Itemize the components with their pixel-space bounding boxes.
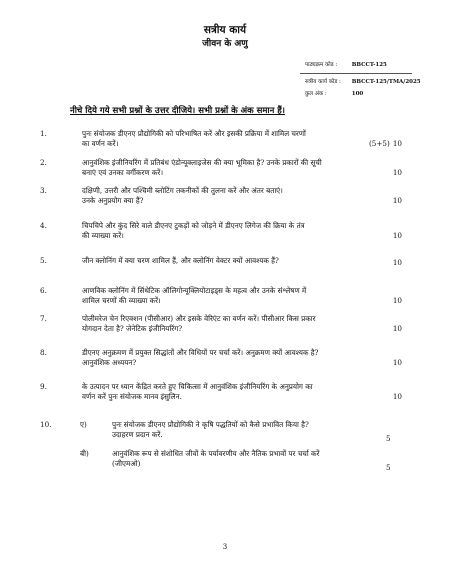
question-number: 10.	[40, 420, 52, 429]
question-marks: 10	[392, 196, 402, 205]
question-line: उनके अनुप्रयोग क्या हैं?	[82, 196, 144, 205]
question-line: चिपचिपे और कुंद सिरे वाले डीएनए टुकड़ों को जोड़ने में डीएनए लिगेज की क्रिया के तंत्र	[82, 221, 305, 230]
question-line: योगदान देता है? जेनेटिक इंजीनियरिंग?	[82, 324, 183, 333]
part-line: उदाहरण प्रदान करें.	[112, 430, 163, 439]
part-line: पुनः संयोजक डीएनए प्रौद्योगिकी ने कृषि पद्धतियों को कैसे प्रभावित किया है?	[112, 420, 309, 429]
page-number: 3	[222, 543, 228, 551]
assignment-code-value: BBCCT-125/TMA/2025	[351, 79, 421, 85]
question-text	[82, 348, 382, 368]
part-label: ए)	[80, 420, 87, 429]
part-label: बी)	[80, 449, 89, 458]
question-number: 2.	[40, 158, 47, 167]
question-marks: 10	[392, 296, 402, 305]
question-number: 5.	[40, 256, 47, 265]
total-marks-value: 100	[351, 91, 364, 97]
question-marks: 10	[392, 258, 402, 267]
part-marks: 5	[386, 434, 391, 443]
question-line: के उत्पादन पर ध्यान केंद्रित करते हुए चिकित्सा में आनुवंशिक इंजीनियरिंग के अनुप्रयोग का	[82, 382, 313, 391]
course-code-row	[305, 61, 387, 69]
question-text	[82, 314, 382, 334]
question-line: आणविक क्लोनिंग में सिंथेटिक ऑलिगोन्यूक्लियोटाइड्स के महत्व और उनके संश्लेषण में	[82, 286, 307, 295]
question-text	[82, 129, 382, 149]
part-marks: 5	[386, 463, 391, 472]
question-line: डीएनए अनुक्रमण में प्रयुक्त सिद्धांतों और विधियों पर चर्चा करें। अनुक्रमण क्यों आवश्यक है?	[82, 348, 319, 357]
question-text	[82, 256, 382, 266]
question-marks: 10	[392, 231, 402, 240]
question-number: 8.	[40, 348, 47, 357]
question-marks: 10	[392, 168, 402, 177]
part-text	[112, 420, 372, 440]
question-number: 9.	[40, 382, 47, 391]
assignment-code-row	[305, 78, 421, 86]
question-text	[82, 186, 382, 206]
question-line: पोलीमरेज चेन रिएक्शन (पीसीआर) और इसके वेरिएंट का वर्णन करें। पीसीआर किस प्रकार	[82, 314, 316, 323]
question-line: पुनः संयोजक डीएनए प्रौद्योगिकी को परिभाषित करें और इसकी प्रक्रिया में शामिल चरणों	[82, 129, 306, 138]
question-line: बनाएं एवं उनका वर्गीकरण करें।	[82, 168, 164, 177]
assignment-code-label: सत्रीय कार्य कोड :	[305, 79, 341, 85]
question-text	[82, 221, 382, 241]
question-line: जीन क्लोनिंग में क्या चरण शामिल हैं, और क्लोनिंग वेक्टर क्यों आवश्यक हैं?	[82, 256, 279, 265]
question-text	[82, 286, 382, 306]
course-code-label: पाठ्यक्रम कोड :	[305, 62, 338, 68]
question-line: आनुवंशिक अध्ययन?	[82, 358, 137, 367]
page-title: सत्रीय कार्य	[203, 24, 247, 36]
question-line: का वर्णन करें।	[82, 139, 119, 148]
question-number: 7.	[40, 314, 47, 323]
question-marks: 10	[392, 324, 402, 333]
instruction-heading: नीचे दिये गये सभी प्रश्नों के उत्तर दीजिये। सभी प्रश्नों के अंक समान हैं।	[70, 106, 286, 116]
question-line: की व्याख्या करें।	[82, 231, 124, 240]
question-number: 1.	[40, 129, 47, 138]
question-text	[82, 158, 382, 178]
total-marks-row	[305, 90, 363, 98]
question-line: दक्षिणी, उत्तरी और पश्चिमी ब्लोटिंग तकनीकों की तुलना करें और अंतर बताएं।	[82, 186, 283, 195]
question-marks: 10	[392, 139, 402, 148]
total-marks-label: कुल अंक :	[305, 91, 327, 97]
question-number: 4.	[40, 221, 47, 230]
part-line: आनुवंशिक रूप से संशोधित जीवों के पर्यावरणीय और नैतिक प्रभावों पर चर्चा करें	[112, 449, 320, 458]
part-text	[112, 449, 372, 469]
question-number: 3.	[40, 186, 47, 195]
question-text	[82, 382, 382, 402]
question-line: शामिल चरणों की व्याख्या करें।	[82, 296, 161, 305]
meta-divider	[300, 73, 412, 74]
page-subtitle: जीवन के अणु	[202, 39, 248, 49]
course-code-value: BBCCT-125	[351, 62, 387, 68]
question-marks: 10	[392, 358, 402, 367]
question-number: 6.	[40, 286, 47, 295]
part-line: (जीएमओ)	[112, 459, 141, 468]
question-line: आनुवंशिक इंजीनियरिंग में प्रतिबंध एंडोन्यूक्लाइजेस की क्या भूमिका है? उनके प्रकारों की सूची	[82, 158, 322, 167]
question-marks: 10	[392, 392, 402, 401]
question-line: वर्णन करें पुनः संयोजक मानव इंसुलिन.	[82, 392, 182, 401]
marks-split: (5+5)	[369, 139, 390, 148]
